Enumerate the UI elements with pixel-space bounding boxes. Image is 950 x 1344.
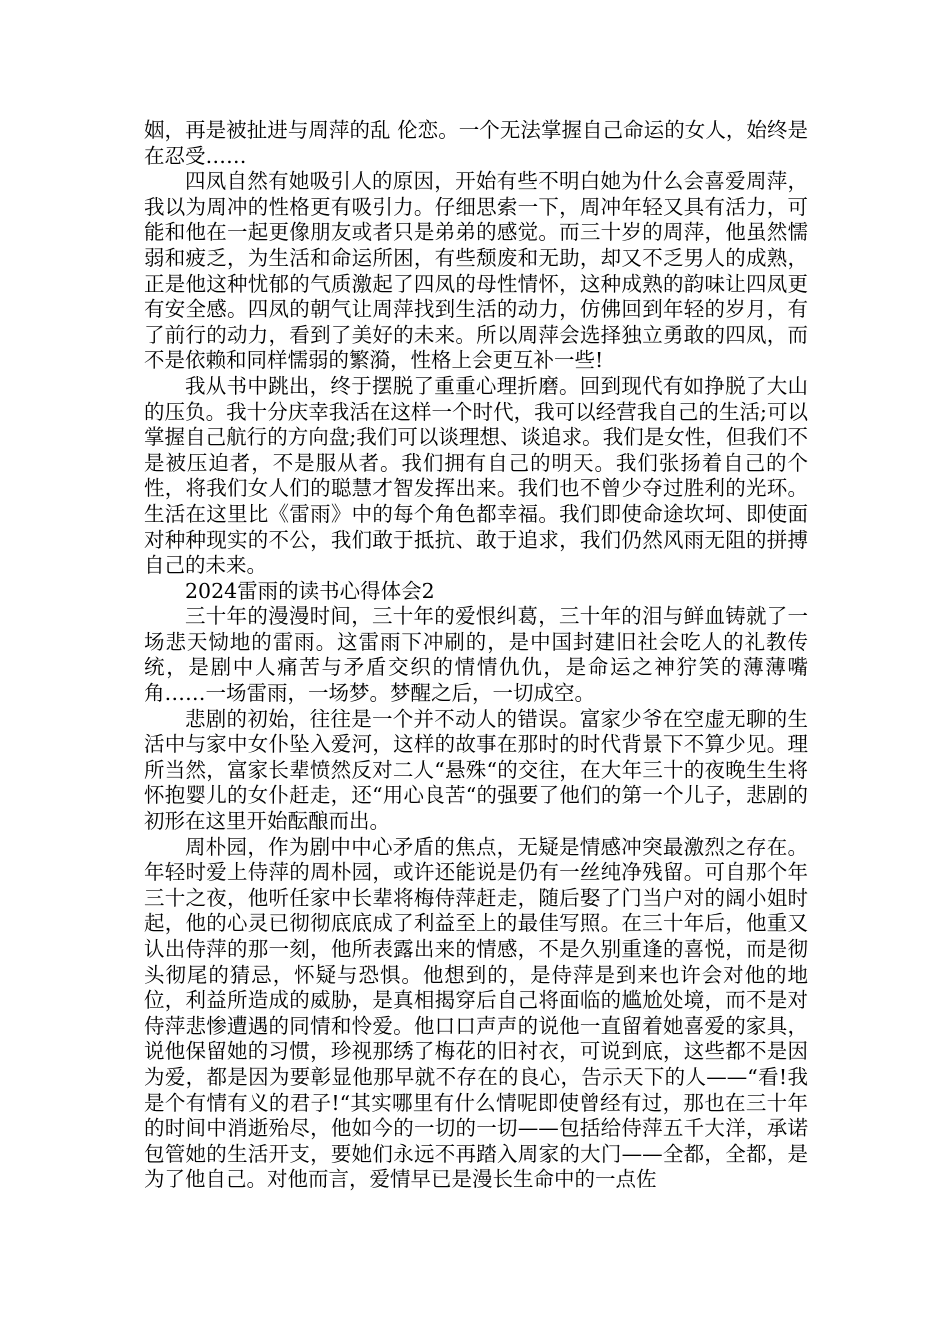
section-heading: 2024雷雨的读书心得体会2 xyxy=(185,578,435,603)
paragraph-thirty-years: 三十年的漫漫时间，三十年的爱恨纠葛，三十年的泪与鲜血铸就了一场悲天恸地的雷雨。这雷雨下冲刷的，是中国封建旧社会吃人的礼教传统，是剧中人痛苦与矛盾交织的情情仇仇，是命运之神狞笑的薄薄嘴角……一场雷雨，一场梦。梦醒之后，一切成空。 xyxy=(144,604,808,706)
paragraph-tragedy-origin: 悲剧的初始，往往是一个并不动人的错误。富家少爷在空虚无聊的生活中与家中女仆坠入爱河，这样的故事在那时的时代背景下不算少见。理所当然，富家长辈愤然反对二人“悬殊“的交往，在大年三十的夜晚生生将怀抱婴儿的女仆赶走，还“用心良苦“的强要了他们的第一个儿子，悲剧的初形在这里开始酝酿而出。 xyxy=(144,706,808,834)
paragraph-sifeng: 四凤自然有她吸引人的原因，开始有些不明白她为什么会喜爱周萍，我以为周冲的性格更有吸引力。仔细思索一下，周冲年轻又具有活力，可能和他在一起更像朋友或者只是弟弟的感觉。而三十岁的周萍，他虽然懦弱和疲乏，为生活和命运所困，有些颓废和无助，却又不乏男人的成熟，正是他这种忧郁的气质激起了四凤的母性情怀，这种成熟的韵味让四凤更有安全感。四凤的朝气让周萍找到生活的动力，仿佛回到年轻的岁月，有了前行的动力，看到了美好的未来。所以周萍会选择独立勇敢的四凤，而不是依赖和同样懦弱的繁漪，性格上会更互补一些! xyxy=(144,169,808,373)
paragraph-zhou-puyuan: 周朴园，作为剧中中心矛盾的焦点，无疑是情感冲突最激烈之存在。年轻时爱上侍萍的周朴园，或许还能说是仍有一丝纯净残留。可自那个年三十之夜，他听任家中长辈将梅侍萍赶走，随后娶了门当户对的阔小姐时起，他的心灵已彻彻底底成了利益至上的最佳写照。在三十年后，他重又认出侍萍的那一刻，他所表露出来的情感，不是久别重逢的喜悦，而是彻头彻尾的猜忌，怀疑与恐惧。他想到的，是侍萍是到来也许会对他的地位，利益所造成的威胁，是真相揭穿后自己将面临的尴尬处境，而不是对侍萍悲惨遭遇的同情和怜爱。他口口声声的说他一直留着她喜爱的家具，说他保留她的习惯，珍视那绣了梅花的旧衬衣，可说到底，这些都不是因为爱，都是因为要彰显他那早就不存在的良心，告示天下的人——“看!我是个有情有义的君子!“其实哪里有什么情呢即使曾经有过，那也在三十年的时间中消逝殆尽，他如今的一切的一切——包括给侍萍五千大洋，承诺包管她的生活开支，要她们永远不再踏入周家的大门——全都，全都，是为了他自己。对他而言，爱情早已是漫长生命中的一点佐 xyxy=(144,834,808,1192)
paragraph-modern-life: 我从书中跳出，终于摆脱了重重心理折磨。回到现代有如挣脱了大山的压负。我十分庆幸我活在这样一个时代，我可以经营我自己的生活;可以掌握自己航行的方向盘;我们可以谈理想、谈追求。我们是女性，但我们不是被压迫者，不是服从者。我们拥有自己的明天。我们张扬着自己的个性，将我们女人们的聪慧才智发挥出来。我们也不曾少夺过胜利的光环。生活在这里比《雷雨》中的每个角色都幸福。我们即使命途坎坷、即使面对种种现实的不公，我们敢于抵抗、敢于追求，我们仍然风雨无阻的拼搏自己的未来。 xyxy=(144,373,808,578)
document-body xyxy=(144,118,808,1193)
paragraph-continuation: 姻，再是被扯进与周萍的乱 伦恋。一个无法掌握自己命运的女人，始终是在忍受…… xyxy=(144,118,808,168)
